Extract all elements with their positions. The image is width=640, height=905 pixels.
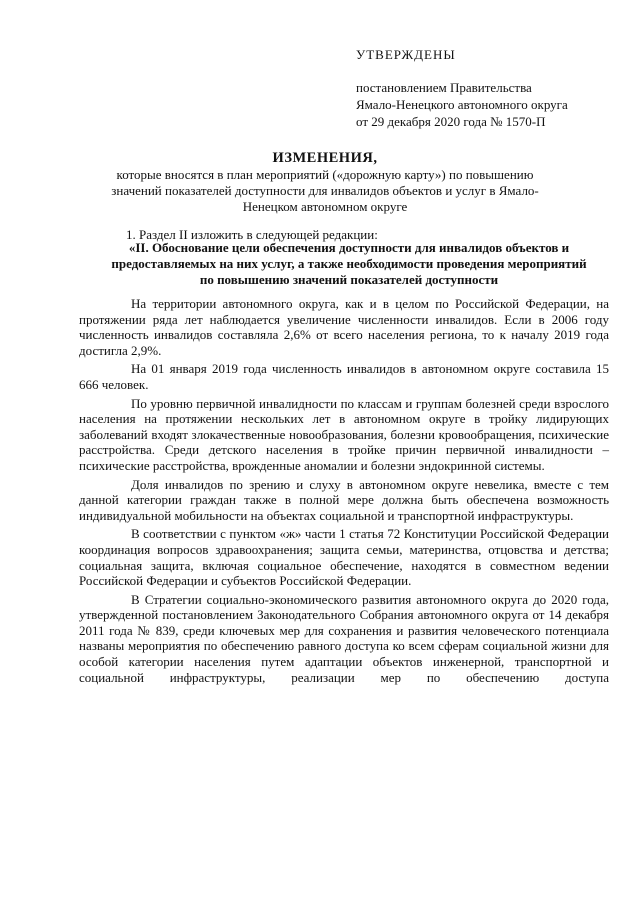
- paragraph: Доля инвалидов по зрению и слуху в автономном округе невелика, вместе с тем данной категории граждан также в полной мере должна быть обеспечена возможность индивидуальной мобильности на объектах социальной и транспортной инфраструктуры.: [79, 476, 609, 523]
- approval-line: постановлением Правительства: [356, 80, 532, 95]
- blank-area: [0, 770, 640, 905]
- body-text: [79, 296, 609, 685]
- paragraph: В Стратегии социально-экономического развития автономного округа до 2020 года, утвержденной постановлением Законодательного Собрания автономного округа от 14 декабря 2011 года № 839, среди ключевых мер для сохранения и развития человеческого потенциала названы мероприятия по обеспечению равного доступа ко всем сферам социальной жизни для особой категории населения путем адаптации объектов инженерной, транспортной и социальной инфраструктуры, реализации мер по обеспечению доступа: [79, 591, 609, 685]
- paragraph: На 01 января 2019 года численность инвалидов в автономном округе составила 15 666 человек.: [79, 361, 609, 392]
- approval-heading: УТВЕРЖДЕНЫ: [356, 47, 456, 62]
- paragraph: В соответствии с пунктом «ж» части 1 статья 72 Конституции Российской Федерации координация вопросов здравоохранения; защита семьи, материнства, отцовства и детства; социальная защита, включая социальное обеспечение, находятся в совместном ведении Российской Федерации и субъектов Российской Федерации.: [79, 526, 609, 589]
- title-subtitle: которые вносятся в план мероприятий («дорожную карту») по повышению значений показателей доступности для инвалидов объектов и услуг в Ямало-Ненецком автономном округе: [111, 167, 539, 214]
- approval-stamp: [356, 46, 616, 130]
- paragraph: На территории автономного округа, как и в целом по Российской Федерации, на протяжении ряда лет наблюдается увеличение численности инвалидов. Если в 2006 году численность инвалидов составляла 2,6% от всего населения региона, то к началу 2019 года достигла 2,9%.: [79, 296, 609, 358]
- paragraph: По уровню первичной инвалидности по классам и группам болезней среди взрослого населения на протяжении нескольких лет в автономном округе в тройку лидирующих заболеваний входят злокачественные новообразования, болезни кровообращения, психические расстройства. Среди детского населения в тройке причин первичной инвалидности – психические расстройства, врожденные аномалии и болезни эндокринной системы.: [79, 395, 609, 473]
- approval-line: от 29 декабря 2020 года № 1570-П: [356, 114, 546, 129]
- approval-line: Ямало-Ненецкого автономного округа: [356, 97, 568, 112]
- section-title: «II. Обоснование цели обеспечения доступности для инвалидов объектов и предоставляемых на них услуг, а также необходимости проведения мероприятий по повышению значений показателей доступности: [111, 240, 587, 287]
- section-intro: 1. Раздел II изложить в следующей редакции:: [126, 227, 378, 242]
- document-title: [95, 150, 555, 215]
- title-main: ИЗМЕНЕНИЯ,: [272, 150, 378, 166]
